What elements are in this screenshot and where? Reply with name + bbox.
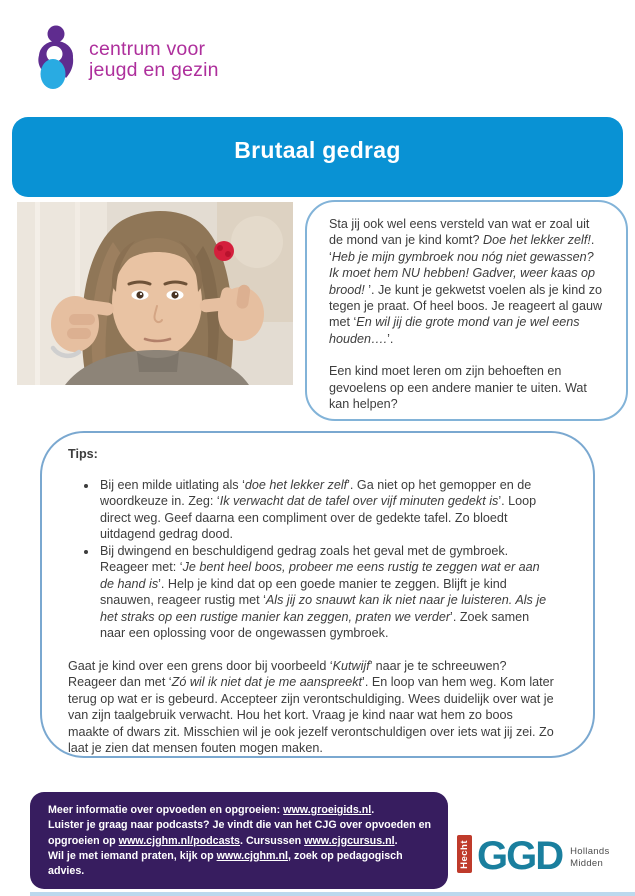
text-segment: Een kind moet leren om zijn behoeften en gevoelens op een andere manier te uiten. Wat kan helpen? bbox=[329, 364, 587, 412]
tips-title: Tips: bbox=[68, 447, 98, 461]
intro-box bbox=[305, 200, 628, 421]
text-segment: ’. En loop van hem weg. Kom later terug op wat er is gebeurd. Accepteer zijn verontschuldiging. Wees duidelijk over wat je van zijn taalgebruik verwacht. Hou het kort. Vraag je kind naar wat hem zo boos maakte of dwars zit. Misschien wil je ook jezelf verontschuldigen over iets wat jij zei. Zo laat je zien dat mensen fouten mogen maken. bbox=[68, 675, 554, 755]
inline-link[interactable]: www.cjghm.nl/podcasts bbox=[118, 834, 240, 847]
text-segment: ’. Help je kind dat op een goede manier te zeggen. Blijft je kind snauwen, reageer rustig met ‘ bbox=[100, 576, 507, 607]
text-segment: . bbox=[394, 834, 398, 847]
brand-name bbox=[89, 39, 219, 81]
ggd-region bbox=[570, 846, 609, 869]
text-segment: Sta jij ook wel eens versteld van wat er zoal uit de mond van je kind komt? bbox=[329, 217, 590, 248]
child-photo bbox=[17, 202, 293, 385]
inline-link[interactable]: www.cjgcursus.nl bbox=[304, 834, 395, 847]
text-segment: Wil je met iemand praten, kijk op bbox=[48, 849, 217, 862]
text-segment: Kutwijf bbox=[332, 658, 370, 673]
text-segment: , zoek op pedagogisch advies. bbox=[48, 849, 403, 878]
text-segment: . ‘ bbox=[329, 233, 595, 264]
inline-link[interactable]: www.groeigids.nl bbox=[283, 804, 372, 816]
bottom-rule bbox=[30, 892, 635, 896]
tips-box bbox=[40, 431, 595, 758]
page-title: Brutaal gedrag bbox=[234, 136, 401, 163]
text-segment: Doe het lekker zelf! bbox=[483, 233, 591, 248]
brand-name-line2: jeugd en gezin bbox=[89, 59, 219, 81]
cjg-brand bbox=[33, 24, 219, 90]
text-segment: Meer informatie over opvoeden en opgroeien: bbox=[48, 804, 284, 816]
footer-line-1 bbox=[48, 803, 434, 818]
intro-paragraph-1 bbox=[329, 216, 606, 347]
footer-line-3 bbox=[48, 849, 434, 880]
tips-paragraph bbox=[68, 658, 557, 757]
ggd-region-line1: Hollands bbox=[570, 846, 610, 857]
text-segment: Gaat je kind over een grens door bij voorbeeld ‘ bbox=[68, 658, 333, 673]
footer-line-2 bbox=[48, 818, 434, 849]
ggd-region-line2: Midden bbox=[570, 857, 604, 869]
text-segment: . Cursussen bbox=[240, 834, 305, 847]
text-segment: Ik verwacht dat de tafel over vijf minuten gedekt is bbox=[219, 494, 499, 508]
text-segment: doe het lekker zelf bbox=[244, 477, 348, 492]
hecht-logo bbox=[457, 835, 472, 873]
text-segment: En wil jij die grote mond van je wel eens houden…. bbox=[329, 315, 580, 346]
tips-bullet-2 bbox=[98, 543, 557, 642]
text-segment: Je bent heel boos, probeer me eens rustig te zeggen wat er aan de hand is bbox=[100, 560, 540, 591]
title-bar bbox=[12, 117, 623, 197]
text-segment: Heb je mijn gymbroek nou nóg niet gewassen? Ik moet hem NU hebben! Gadver, weer kaas op brood! bbox=[329, 249, 596, 297]
text-segment: Bij dwingend en beschuldigend gedrag zoals het geval met de gymbroek. Reageer met: ‘ bbox=[100, 543, 509, 574]
ggd-logo bbox=[457, 834, 610, 878]
cjg-logo-icon bbox=[33, 24, 79, 90]
text-segment: Als jij zo snauwt kan ik niet naar je luisteren. Als je het straks op een rustige manier kan zeggen, praten we verder bbox=[100, 593, 547, 624]
hecht-label: Hecht bbox=[459, 839, 470, 869]
intro-paragraph-2 bbox=[329, 363, 606, 412]
girl-fingers-in-ears-illustration bbox=[17, 202, 293, 385]
text-segment: ’. bbox=[387, 331, 394, 346]
footer-info-box bbox=[30, 792, 448, 889]
text-segment: ’ naar je te schreeuwen? Reageer dan met ‘ bbox=[68, 658, 507, 689]
inline-link[interactable]: www.cjghm.nl bbox=[216, 849, 289, 862]
text-segment: Luister je graag naar podcasts? Je vindt die van het CJG over opvoeden en opgroeien op bbox=[48, 819, 432, 847]
ggd-wordmark: GGD bbox=[477, 834, 563, 878]
text-segment: Zó wil ik niet dat je me aanspreekt bbox=[171, 675, 363, 689]
text-segment: . bbox=[371, 804, 375, 816]
text-segment: ’. Ga niet op het gemopper en de woordkeuze in. Zeg: ‘ bbox=[100, 477, 532, 508]
brand-name-line1: centrum voor bbox=[89, 38, 206, 60]
tips-list bbox=[68, 477, 557, 642]
text-segment: ’. Loop direct weg. Geef daarna een compliment over de gedekte tafel. Zo bloedt uitdagend gedrag dood. bbox=[100, 494, 537, 541]
text-segment: ’. Je kunt je gekwetst voelen als je kind zo tegen je praat. Of heel boos. Je reageert al gauw met ‘ bbox=[329, 282, 603, 330]
text-segment: Bij een milde uitlating als ‘ bbox=[100, 477, 245, 492]
text-segment: ’. Zoek samen naar een oplossing voor de ongewassen gymbroek. bbox=[100, 609, 530, 640]
tips-bullet-1 bbox=[98, 477, 557, 543]
